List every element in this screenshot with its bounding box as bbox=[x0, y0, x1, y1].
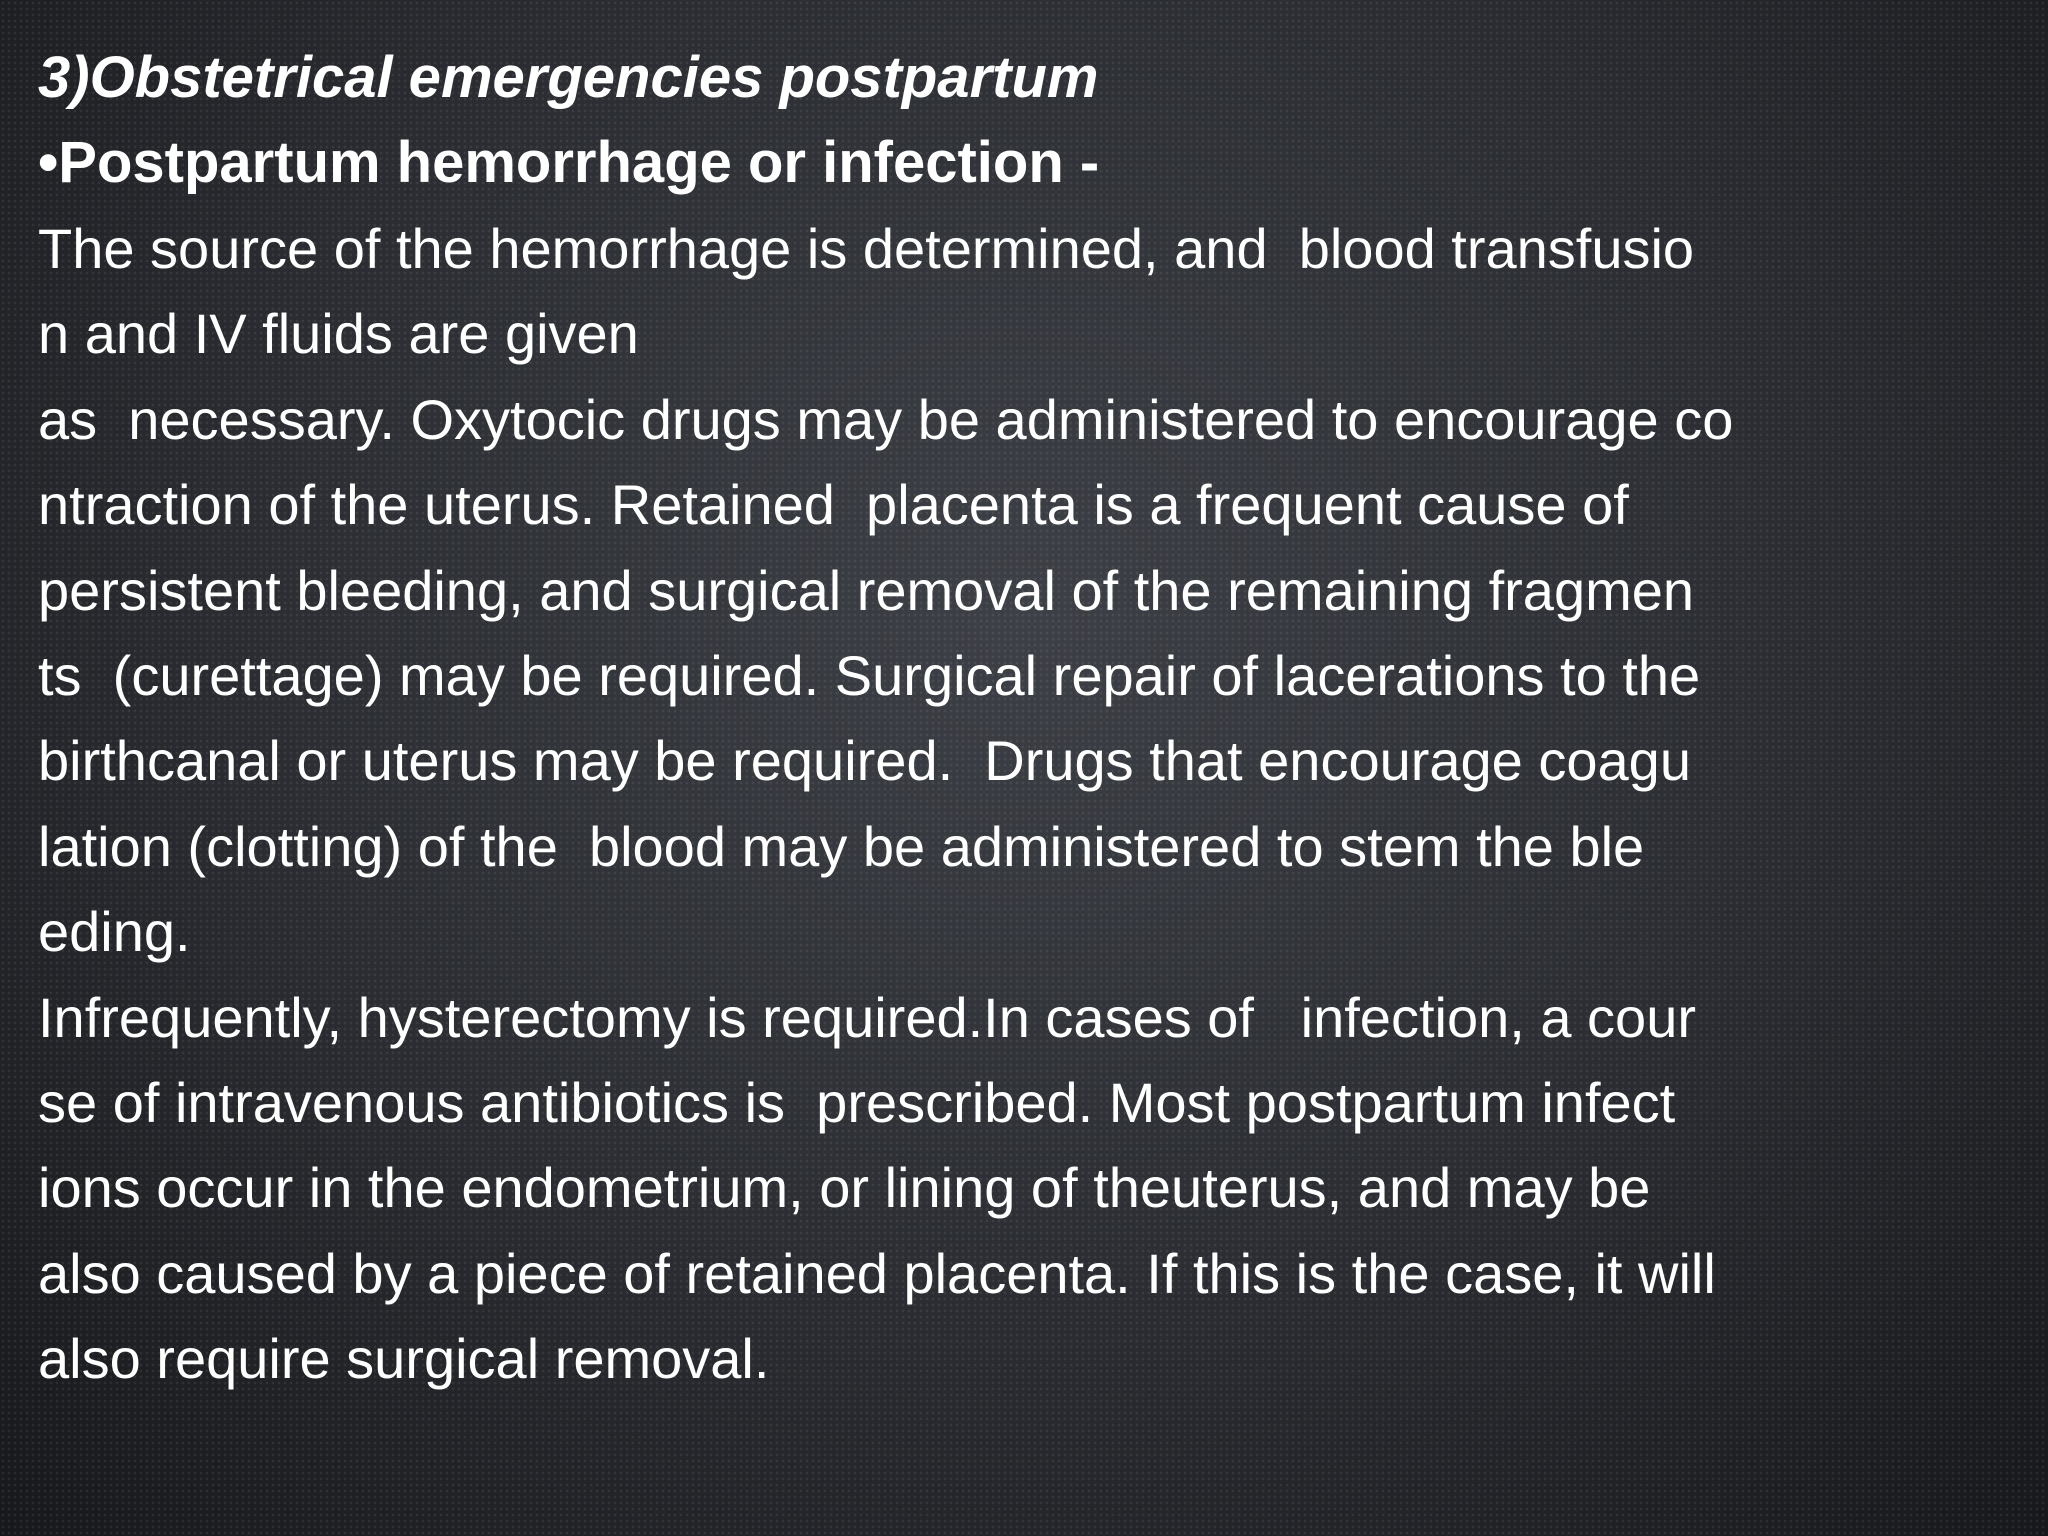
body-line: ions occur in the endometrium, or lining of theuterus, and may be bbox=[38, 1156, 1651, 1220]
body-line: eding. bbox=[38, 900, 191, 964]
body-line: birthcanal or uterus may be required. Drugs that encourage coagu bbox=[38, 729, 1691, 793]
body-line: ntraction of the uterus. Retained placenta is a frequent cause of bbox=[38, 473, 1629, 537]
body-line: also caused by a piece of retained placenta. If this is the case, it will bbox=[38, 1241, 1716, 1305]
body-line: as necessary. Oxytocic drugs may be administered to encourage co bbox=[38, 387, 1734, 451]
body-line: lation (clotting) of the blood may be administered to stem the ble bbox=[38, 814, 1645, 878]
bullet-heading: •Postpartum hemorrhage or infection - bbox=[38, 130, 1100, 195]
body-line: ts (curettage) may be required. Surgical repair of lacerations to the bbox=[38, 644, 1701, 708]
body-line: se of intravenous antibiotics is prescribed. Most postpartum infect bbox=[38, 1071, 1676, 1135]
body-line: Infrequently, hysterectomy is required.In cases of infection, a cour bbox=[38, 985, 1696, 1049]
body-line: The source of the hemorrhage is determined, and blood transfusio bbox=[38, 217, 1695, 280]
body-line: also require surgical removal. bbox=[38, 1327, 770, 1391]
slide-title: 3)Obstetrical emergencies postpartum bbox=[38, 45, 1099, 110]
slide-content bbox=[38, 36, 2018, 1402]
body-line: n and IV fluids are given bbox=[38, 302, 639, 366]
body-line: persistent bleeding, and surgical removal of the remaining fragmen bbox=[38, 558, 1695, 622]
